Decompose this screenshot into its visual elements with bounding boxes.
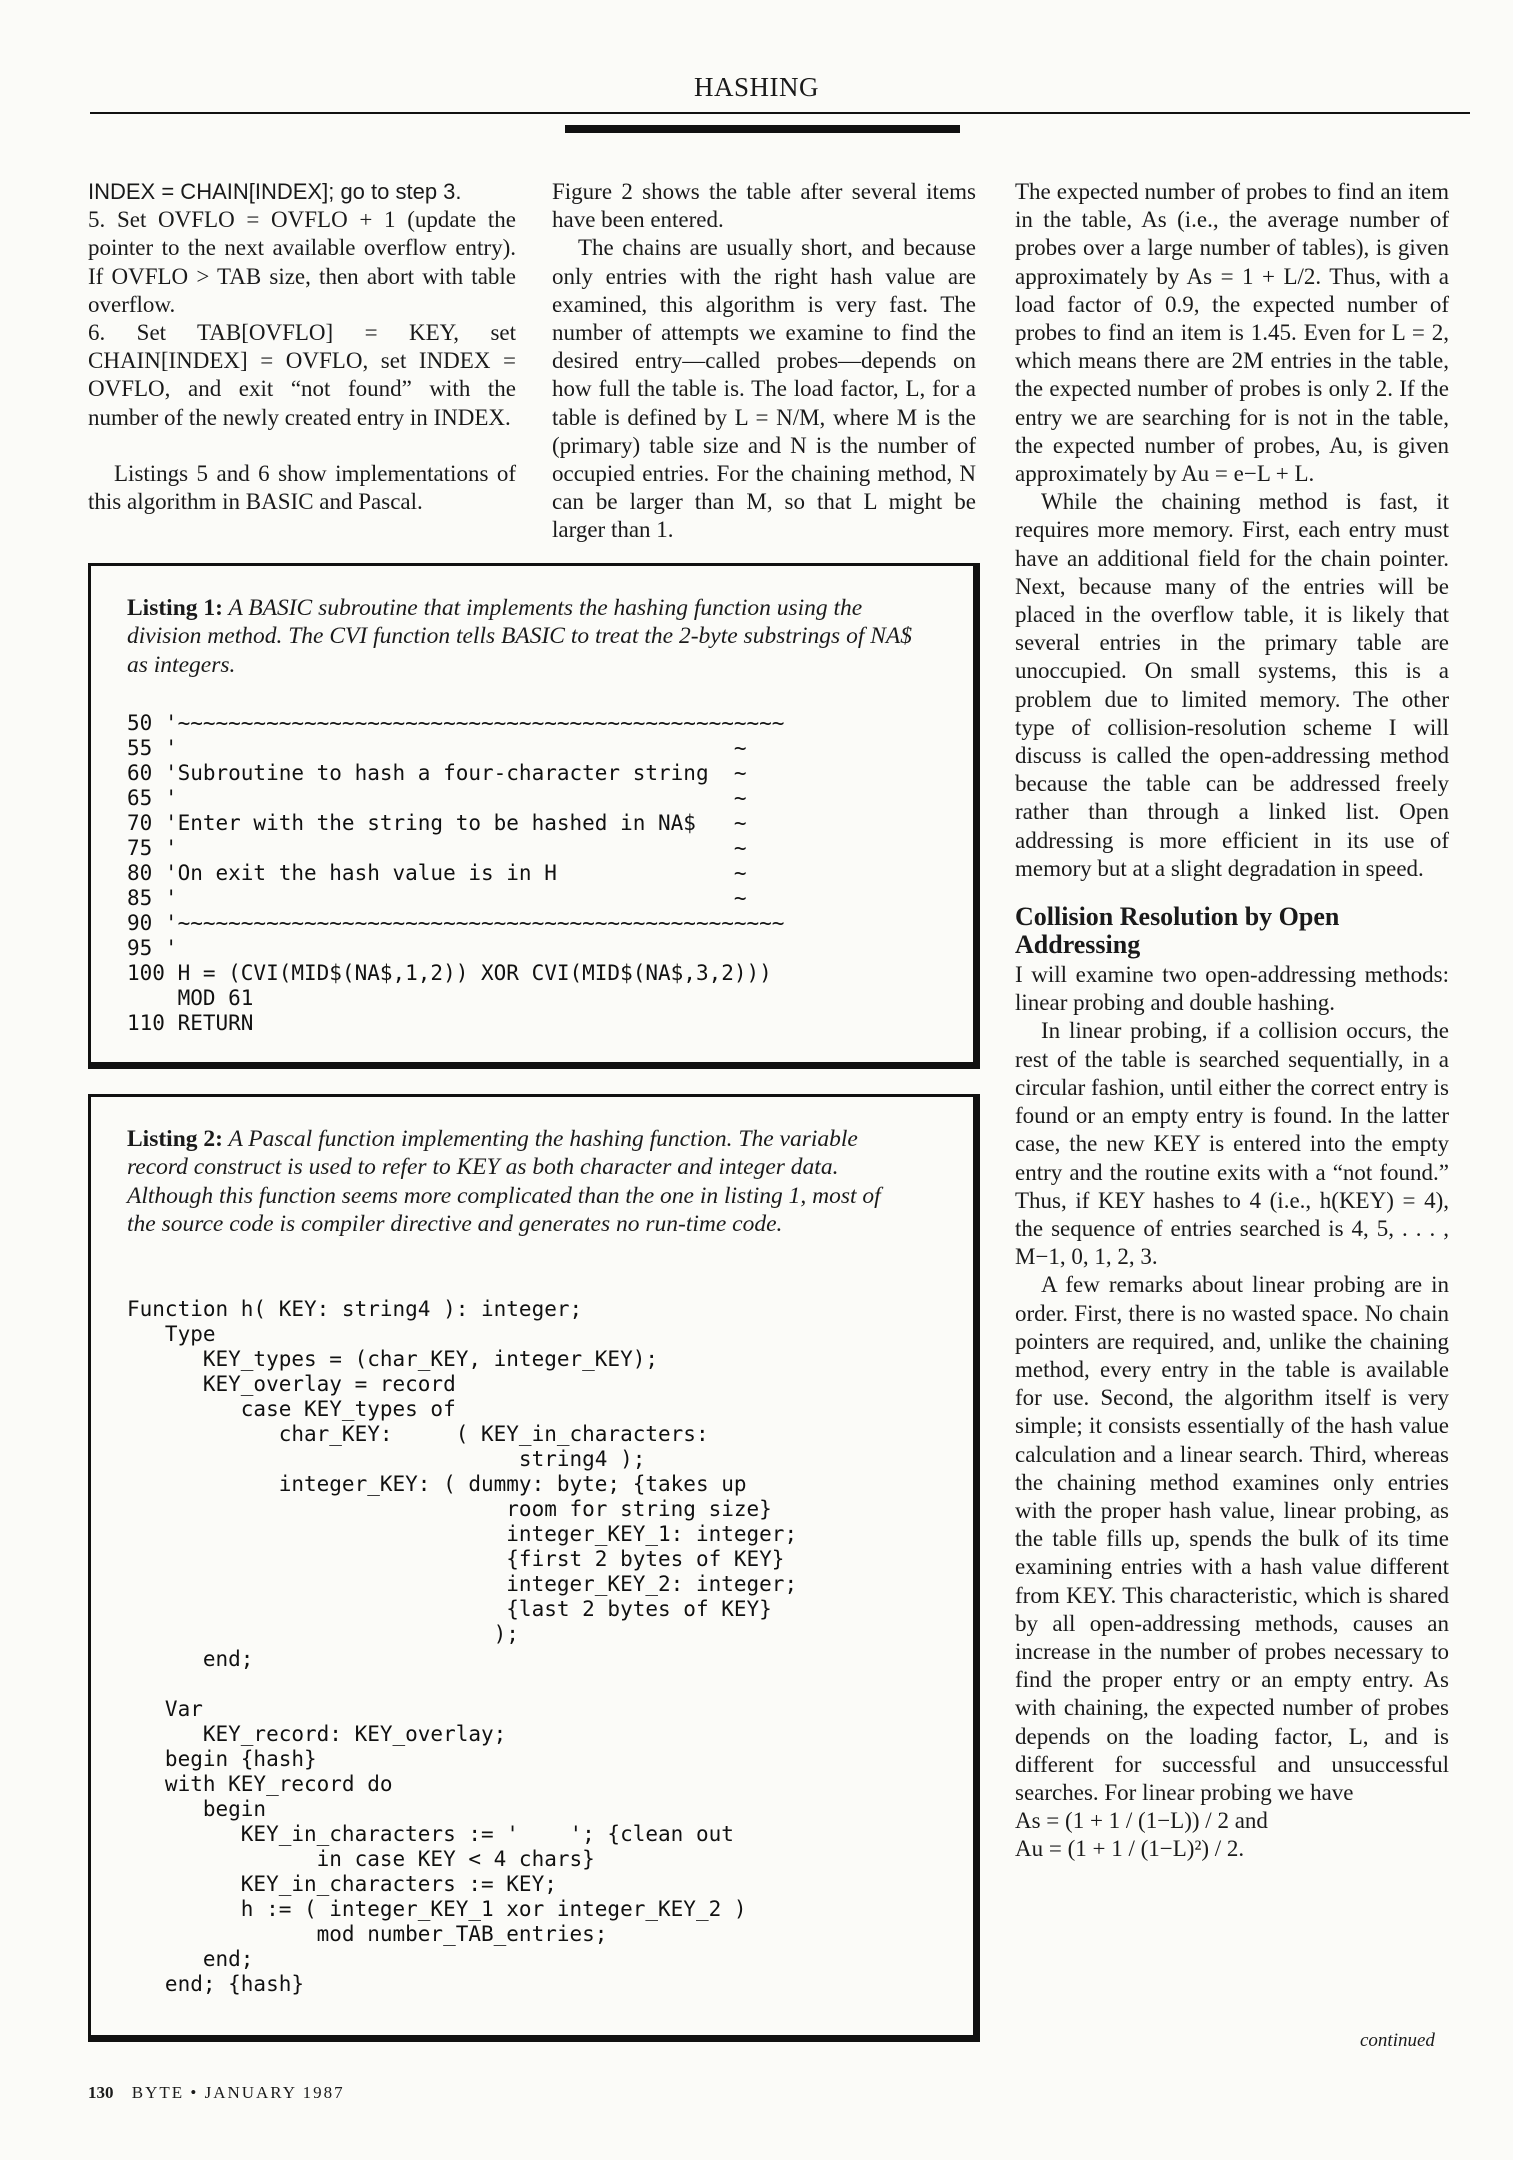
section-heading: Collision Resolution by Open Addressing (1015, 902, 1340, 960)
header-rule (90, 112, 1470, 114)
listing-1-caption-text: A BASIC subroutine that implements the hashing function using the division method. The CVI function tells BASIC to treat the 2-byte substrings of NA$ as integers. (127, 595, 913, 678)
col3-paragraph-3: I will examine two open-addressing methods: linear probing and double hashing. (1015, 962, 1449, 1016)
listing-2-caption (127, 1125, 897, 1239)
running-header: HASHING (694, 72, 819, 102)
col3-paragraph-2: While the chaining method is fast, it requires more memory. First, each entry must have an additional field for the chain pointer. Next, because many of the entries will be placed in the overflow table, it is likely that several entries in the primary table are unoccupied. On small systems, this is a problem due to limited memory. The other type of collision-resolution scheme I will discuss is called the open-addressing method because the table can be addressed freely rather than through a linked list. Open addressing is more efficient in its use of memory but at a slight degradation in speed. (1015, 489, 1449, 881)
listing-2-label: Listing 2: (127, 1126, 223, 1152)
formula-successful: As = (1 + 1 / (1−L)) / 2 and (1015, 1808, 1268, 1834)
header-bar (565, 125, 960, 133)
footer-text: BYTE • JANUARY 1987 (131, 2083, 345, 2102)
col1-paragraph-2: 5. Set OVFLO = OVFLO + 1 (update the pointer to the next available overflow entry). If OVFLO > TAB size, then abort with table overflow. (88, 207, 516, 317)
listing-1-box (88, 563, 980, 1069)
col2-paragraph-2: The chains are usually short, and because only entries with the right hash value are examined, this algorithm is very fast. The number of attempts we examine to find the desired entry—called probes—depends on how full the table is. The load factor, L, for a table is defined by L = N/M, where M is the (primary) table size and N is the number of occupied entries. For the chaining method, N can be larger than M, so that L might be larger than 1. (552, 235, 976, 543)
listing-2-caption-text: A Pascal function implementing the hashing function. The variable record construct is used to refer to KEY as both character and integer data. Although this function seems more complicated than the one in listing 1, most of the source code is compiler directive and generates no run-time code. (127, 1126, 881, 1238)
listing-1-caption (127, 594, 927, 679)
page-number: 130 (88, 2083, 114, 2102)
col3-paragraph-1: The expected number of probes to find an item in the table, As (i.e., the average number of probes over a large number of tables), is given approximately by As = 1 + L/2. Thus, with a load factor of 0.9, the expected number of probes to find an item is 1.45. Even for L = 2, which means there are 2M entries in the table, the expected number of probes is only 2. If the entry we are searching for is not in the table, the expected number of probes, Au, is given approximately by Au = e−L + L. (1015, 179, 1449, 487)
col3-paragraph-5: A few remarks about linear probing are in order. First, there is no wasted space. No chain pointers are required, and, unlike the chaining method, every entry in the table is available for use. Second, the algorithm itself is very simple; it consists essentially of the hash value calculation and a linear search. Third, whereas the chaining method examines only entries with the proper hash value, linear probing, as the table fills up, spends the bulk of its time examining entries with a hash value different from KEY. This characteristic, which is shared by all open-addressing methods, causes an increase in the number of probes necessary to find the proper entry or an empty entry. As with chaining, the expected number of probes depends on the loading factor, L, and is different for successful and unsuccessful searches. For linear probing we have (1015, 1272, 1449, 1805)
col1-paragraph-4: Listings 5 and 6 show implementations of this algorithm in BASIC and Pascal. (88, 460, 516, 515)
column-2 (552, 178, 976, 545)
column-3 (1015, 178, 1449, 1864)
col1-paragraph-1: INDEX = CHAIN[INDEX]; go to step 3. (88, 179, 462, 204)
col2-paragraph-1: Figure 2 shows the table after several items have been entered. (552, 179, 976, 233)
continued-label: continued (1360, 2030, 1435, 2051)
listing-1-label: Listing 1: (127, 595, 223, 621)
listing-1-code: 50 '~~~~~~~~~~~~~~~~~~~~~~~~~~~~~~~~~~~~~~~~~~~~~~~~ 55 ' ~ 60 'Subroutine to hash a four-character string ~ 65 ' ~ 70 'Enter with the string to be hashed in NA$ ~ 75 ' ~ 80 'On exit the hash value is in H ~ 85 ' ~ 90 '~~~~~~~~~~~~~~~~~~~~~~~~~~~~~~~~~~~~~~~~~~~~~~~~ 95 ' 100 H = (CVI(MID$(NA$,1,2)) XOR CVI(MID$(NA$,3,2))) MOD 61 110 RETURN (127, 711, 785, 1035)
column-1 (88, 178, 516, 516)
listing-2-code: Function h( KEY: string4 ): integer; Type KEY_types = (char_KEY, integer_KEY); KEY_overlay = record case KEY_types of char_KEY: ( KEY_in_characters: string4 ); integer_KEY: ( dummy: byte; {takes up room for string size} integer_KEY_1: integer; {first 2 bytes of KEY} integer_KEY_2: integer; {last 2 bytes of KEY} ); end; Var KEY_record: KEY_overlay; begin {hash} with KEY_record do begin KEY_in_characters := ' '; {clean out in case KEY < 4 chars} KEY_in_characters := KEY; h := ( integer_KEY_1 xor integer_KEY_2 ) mod number_TAB_entries; end; end; {hash} (127, 1297, 798, 1996)
col3-paragraph-4: In linear probing, if a collision occurs, the rest of the table is searched sequentially, in a circular fashion, until either the correct entry is found or an empty entry is found. In the latter case, the new KEY is entered into the empty entry and the routine exits with a “not found.” Thus, if KEY hashes to 4 (i.e., h(KEY) = 4), the sequence of entries searched is 4, 5, . . . , M−1, 0, 1, 2, 3. (1015, 1018, 1449, 1270)
col1-paragraph-3: 6. Set TAB[OVFLO] = KEY, set CHAIN[INDEX] = OVFLO, set INDEX = OVFLO, and exit “not found” with the number of the newly created entry in INDEX. (88, 320, 516, 430)
listing-2-box (88, 1094, 980, 2042)
formula-unsuccessful: Au = (1 + 1 / (1−L)²) / 2. (1015, 1836, 1245, 1862)
page-footer (88, 2083, 345, 2103)
